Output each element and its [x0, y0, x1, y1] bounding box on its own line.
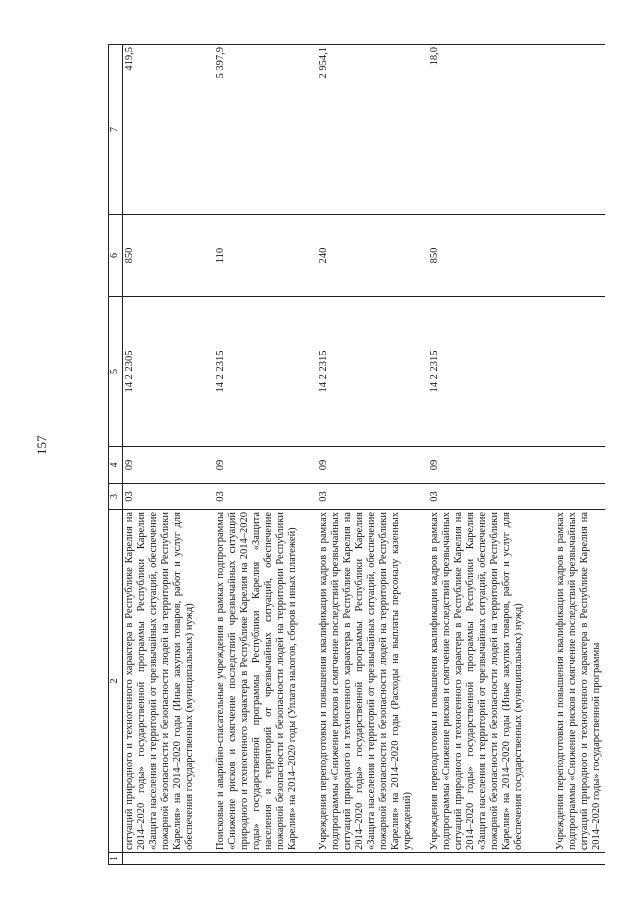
- expense-description: ситуаций природного и техногенного характера в Республике Карелия на 2014–2020 годы» государственной программы Республики Карелия «Защита населения и территорий от чрезвычайных ситуаций, обеспечение пожарной безопасности и безопасности людей на территории Республики Карелия» на 2014–2020 годы (Иные закупки товаров, работ и услуг для обеспечения государственных (муниципальных) нужд): [123, 510, 215, 853]
- expense-description: Учреждения переподготовки и повышения квалификации кадров в рамках подпрограммы «Снижение рисков и смягчение последствий чрезвычайных ситуаций природного и техногенного характера в Республике Карелия на 2014–2020 годы» государственной программы: [554, 510, 605, 853]
- target-item-code: 14 2 2315: [317, 297, 428, 447]
- expense-type-code: 240: [317, 215, 428, 297]
- expense-description: Учреждения переподготовки и повышения квалификации кадров в рамках подпрограммы «Снижение рисков и смягчение последствий чрезвычайных ситуаций природного и техногенного характера в Республике Карелия на 2014–2020 годы» государственной программы Республики Карелия «Защита населения и территорий от чрезвычайных ситуаций, обеспечение пожарной безопасности и безопасности людей на территории Республики Карелия» на 2014–2020 годы (Иные закупки товаров, работ и услуг для обеспечения государственных (муниципальных) нужд): [428, 510, 554, 853]
- table-row: [123, 45, 215, 865]
- row-index-cell: [214, 853, 317, 865]
- column-header: 3: [109, 484, 123, 510]
- table-row: [428, 45, 554, 865]
- section-code: [554, 484, 605, 510]
- column-header: 1: [109, 853, 123, 865]
- subsection-code: 09: [214, 447, 317, 484]
- row-index-cell: [554, 853, 605, 865]
- amount: 5 397,9: [214, 45, 317, 215]
- expense-type-code: 850: [428, 215, 554, 297]
- expense-description: Учреждения переподготовки и повышения квалификации кадров в рамках подпрограммы «Снижение рисков и смягчение последствий чрезвычайных ситуаций природного и техногенного характера в Республике Карелия на 2014–2020 годы» государственной программы Республики Карелия «Защита населения и территорий от чрезвычайных ситуаций, обеспечение пожарной безопасности и безопасности людей на территории Республики Карелия» на 2014–2020 годы (Расходы на выплаты персоналу казенных учреждений): [317, 510, 428, 853]
- row-index-cell: [428, 853, 554, 865]
- section-code: 03: [214, 484, 317, 510]
- amount: 2 954,1: [317, 45, 428, 215]
- expense-type-code: [554, 215, 605, 297]
- expense-description: Поисковые и аварийно-спасательные учреждения в рамках подпрограммы «Снижение рисков и смягчение последствий чрезвычайных ситуаций природного и техногенного характера в Республике Карелия на 2014–2020 годы» государственной программы Республики Карелия «Защита населения и территорий от чрезвычайных ситуаций, обеспечение пожарной безопасности и безопасности людей на территории Республики Карелия» на 2014–2020 годы (Уплата налогов, сборов и иных платежей): [214, 510, 317, 853]
- column-header: 7: [109, 45, 123, 215]
- amount: [554, 45, 605, 215]
- row-index-cell: [317, 853, 428, 865]
- column-header: 5: [109, 297, 123, 447]
- subsection-code: 09: [317, 447, 428, 484]
- expense-type-code: 850: [123, 215, 215, 297]
- column-header: 6: [109, 215, 123, 297]
- column-number-header-row: [109, 45, 123, 865]
- budget-table: [108, 44, 605, 865]
- expense-type-code: 110: [214, 215, 317, 297]
- amount: 419,5: [123, 45, 215, 215]
- column-header: 2: [109, 510, 123, 853]
- row-index-cell: [123, 853, 215, 865]
- page-number: 157: [34, 435, 49, 455]
- column-header: 4: [109, 447, 123, 484]
- subsection-code: [554, 447, 605, 484]
- section-code: 03: [317, 484, 428, 510]
- table-row: [214, 45, 317, 865]
- table-row: [317, 45, 428, 865]
- subsection-code: 09: [123, 447, 215, 484]
- target-item-code: 14 2 2305: [123, 297, 215, 447]
- rotated-table-container: [108, 45, 602, 865]
- target-item-code: 14 2 2315: [428, 297, 554, 447]
- subsection-code: 09: [428, 447, 554, 484]
- amount: 18,0: [428, 45, 554, 215]
- target-item-code: [554, 297, 605, 447]
- section-code: 03: [123, 484, 215, 510]
- table-row: [554, 45, 605, 865]
- section-code: 03: [428, 484, 554, 510]
- target-item-code: 14 2 2315: [214, 297, 317, 447]
